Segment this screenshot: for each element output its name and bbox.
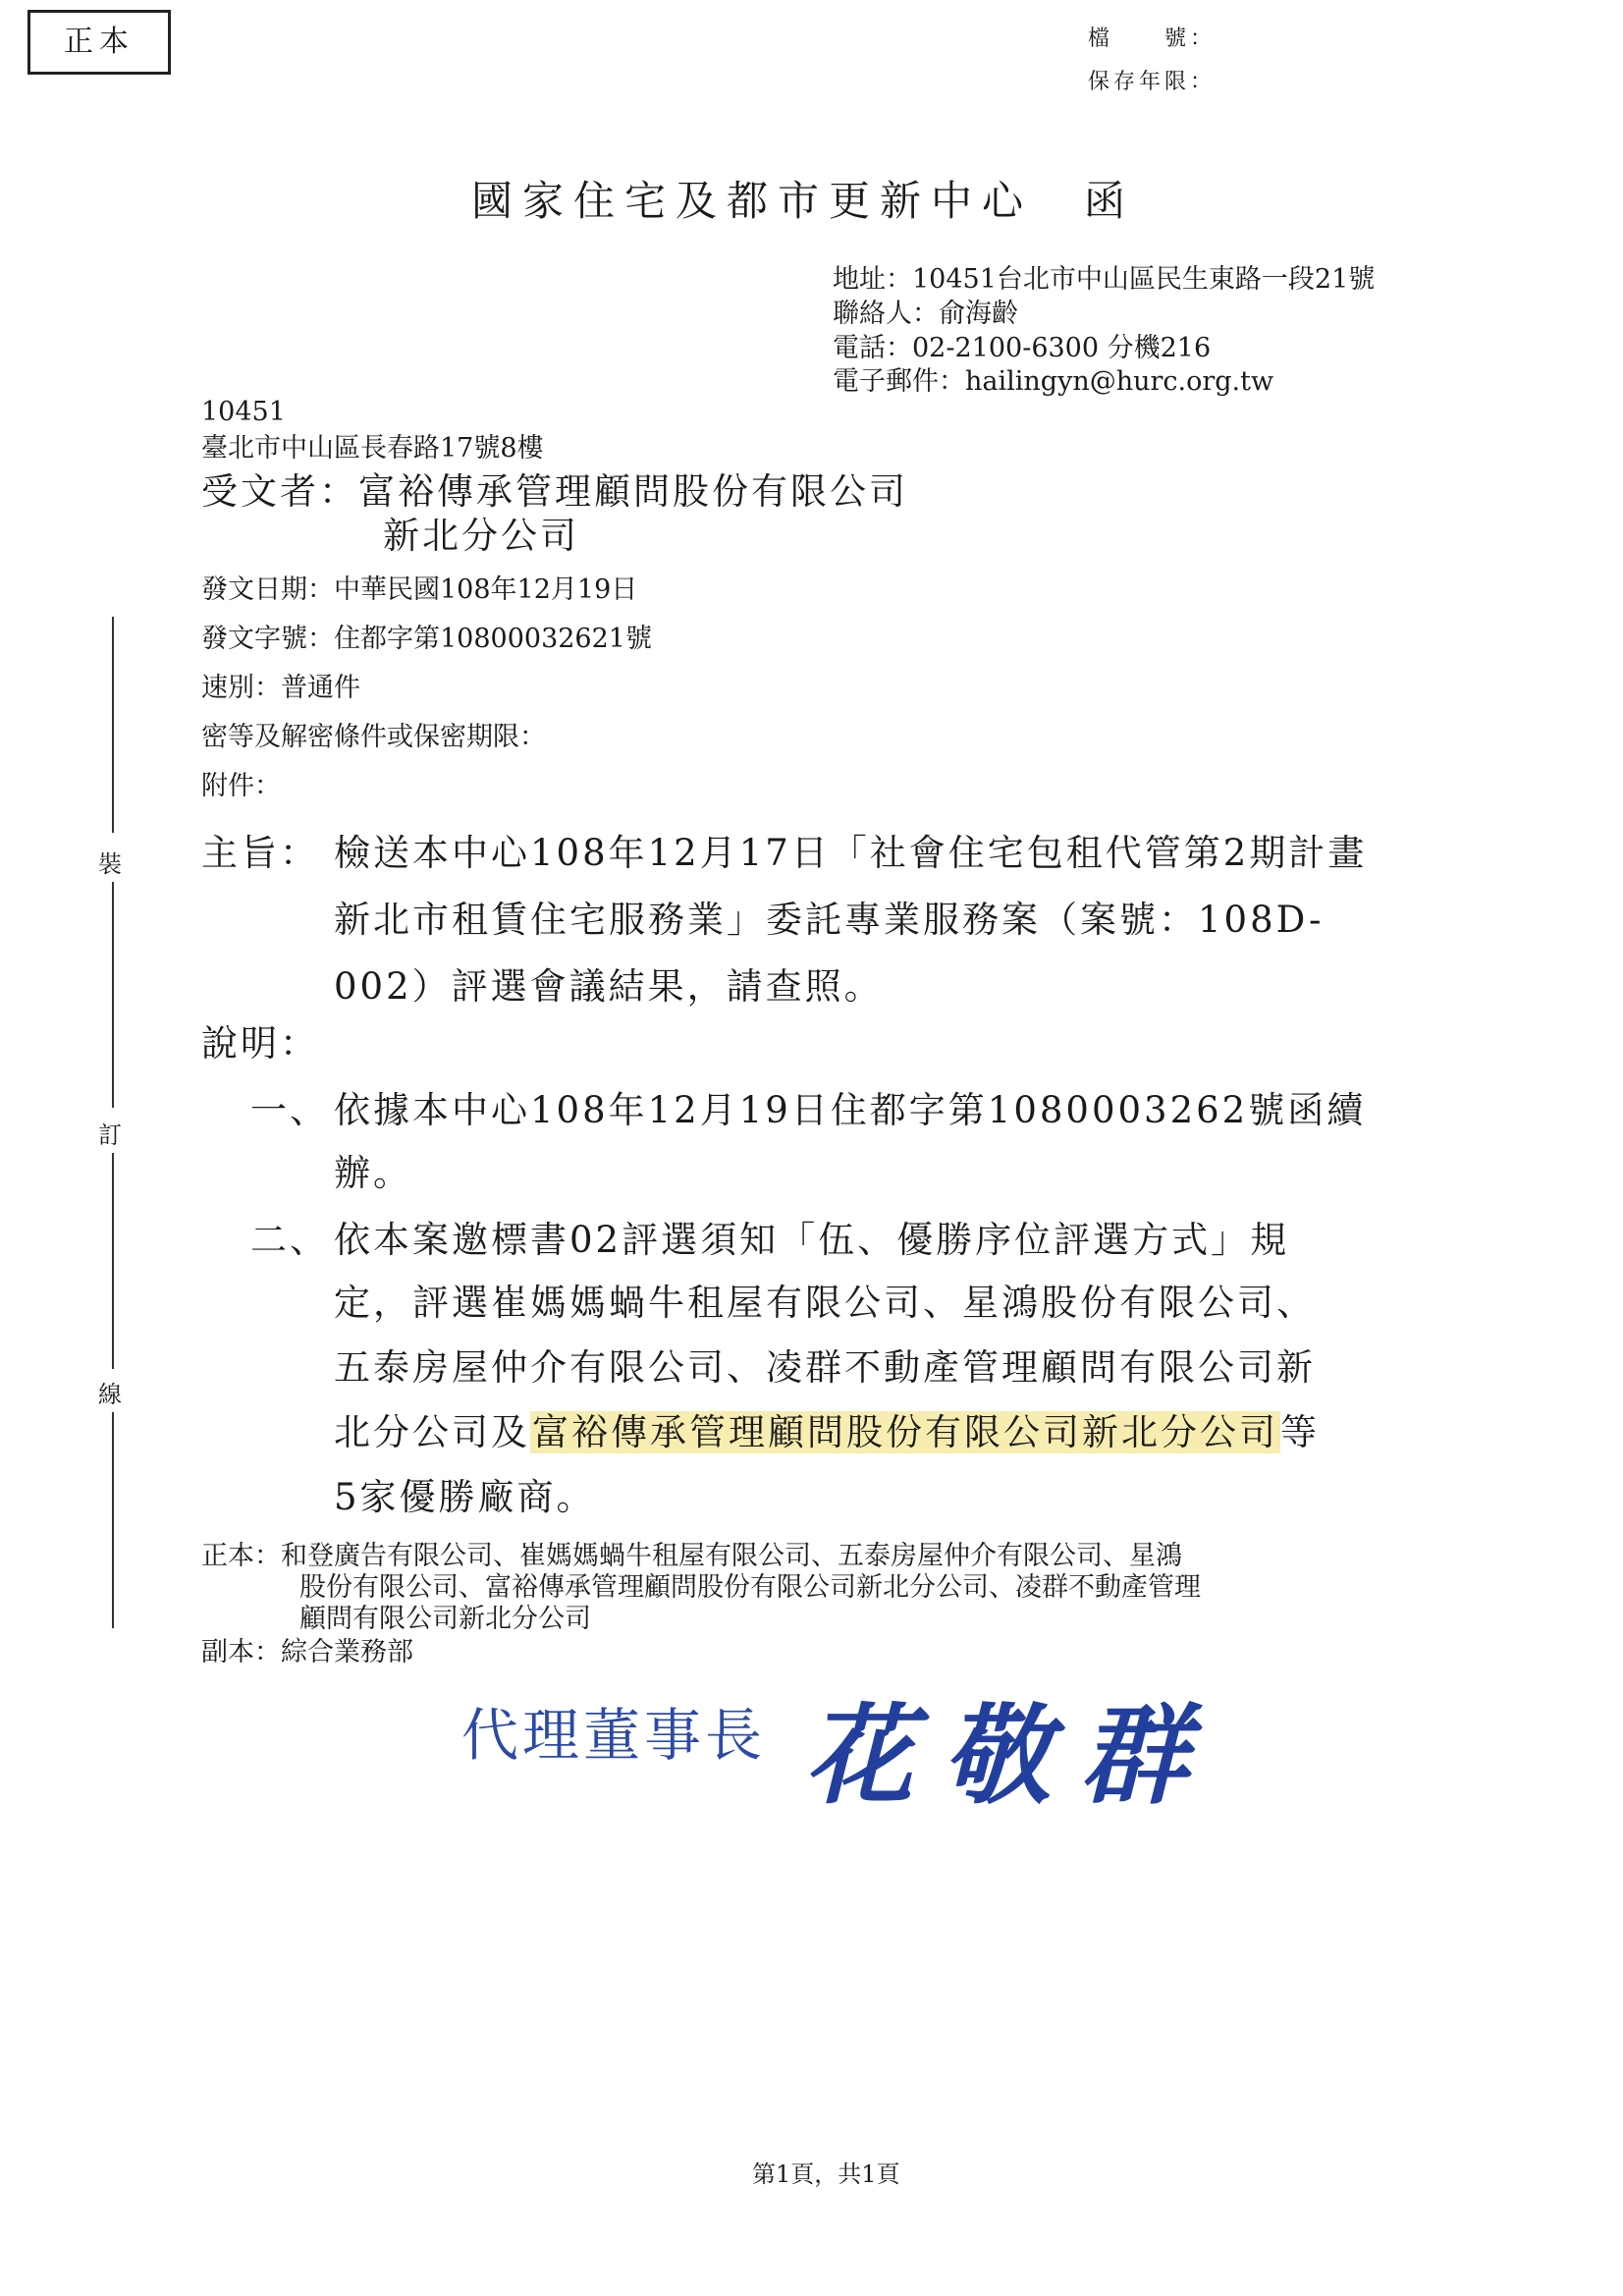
original-recipients: 股份有限公司、富裕傳承管理顧問股份有限公司新北分公司、凌群不動產管理 <box>299 1572 1201 1603</box>
recipient-address: 臺北市中山區長春路17號8樓 <box>201 433 544 464</box>
text-segment: 等 <box>1280 1411 1320 1453</box>
attachments: 附件： <box>201 771 281 801</box>
document-title: 國家住宅及都市更新中心 函 <box>471 177 1136 225</box>
binding-mark-xian: 線 <box>98 1381 122 1408</box>
delivery-speed: 速別：普通件 <box>201 673 360 703</box>
contact-phone: 電話：02-2100-6300 分機216 <box>833 333 1212 363</box>
binding-mark-zhuang: 裝 <box>98 850 122 878</box>
original-recipients: 顧問有限公司新北分公司 <box>299 1604 591 1634</box>
copy-recipients: 副本：綜合業務部 <box>201 1637 413 1667</box>
explanation-item-text <box>334 1402 1320 1455</box>
binding-mark-ding: 訂 <box>98 1121 122 1149</box>
document-number: 發文字號：住都字第10800032621號 <box>201 624 652 654</box>
explanation-item-text: 依據本中心108年12月19日住都字第1080003262號函續 <box>334 1089 1367 1131</box>
explanation-item-text: 5家優勝廠商。 <box>334 1476 596 1518</box>
sender-address: 地址：10451台北市中山區民生東路一段21號 <box>833 264 1376 295</box>
subject-line: 002）評選會議結果，請查照。 <box>334 965 884 1008</box>
explanation-label: 說明： <box>201 1022 319 1065</box>
issue-date: 發文日期：中華民國108年12月19日 <box>201 574 638 605</box>
explanation-item-text: 依本案邀標書02評選須知「伍、優勝序位評選方式」規 <box>334 1219 1290 1261</box>
item-number: 一、 <box>250 1089 329 1131</box>
file-number-label: 檔 號： <box>1088 27 1217 51</box>
contact-person: 聯絡人：俞海齡 <box>833 299 1018 329</box>
recipient-zip: 10451 <box>201 397 286 427</box>
recipient-branch: 新北分公司 <box>383 515 579 557</box>
secrecy-level: 密等及解密條件或保密期限： <box>201 722 546 752</box>
page-number: 第1頁，共1頁 <box>752 2160 900 2188</box>
item-number: 二、 <box>250 1219 329 1261</box>
explanation-item-text: 定，評選崔媽媽蝸牛租屋有限公司、星鴻股份有限公司、 <box>334 1282 1316 1324</box>
binding-line <box>112 1412 114 1628</box>
subject-label: 主旨： <box>201 832 319 874</box>
subject-line: 檢送本中心108年12月17日「社會住宅包租代管第2期計畫 <box>334 832 1368 874</box>
contact-email: 電子郵件：hailingyn@hurc.org.tw <box>833 366 1274 397</box>
binding-line <box>112 1153 114 1369</box>
copy-type-label: 正本 <box>27 10 171 75</box>
recipient-name: 受文者：富裕傳承管理顧問股份有限公司 <box>201 470 908 513</box>
text-segment: 北分公司及 <box>334 1411 530 1453</box>
highlighted-company-name: 富裕傳承管理顧問股份有限公司新北分公司 <box>532 1411 1278 1453</box>
retention-period-label: 保存年限： <box>1088 70 1217 94</box>
binding-line <box>112 882 114 1108</box>
binding-line <box>112 617 114 833</box>
subject-line: 新北市租賃住宅服務業」委託專業服務案（案號：108D- <box>334 899 1325 941</box>
explanation-item-text: 辦。 <box>334 1152 412 1194</box>
signature-name-stamp: 花敬群 <box>805 1692 1217 1819</box>
signature-title-stamp: 代理董事長 <box>461 1702 767 1769</box>
original-recipients: 正本：和登廣告有限公司、崔媽媽蝸牛租屋有限公司、五泰房屋仲介有限公司、星鴻 <box>201 1541 1182 1571</box>
explanation-item-text: 五泰房屋仲介有限公司、凌群不動產管理顧問有限公司新 <box>334 1346 1316 1389</box>
